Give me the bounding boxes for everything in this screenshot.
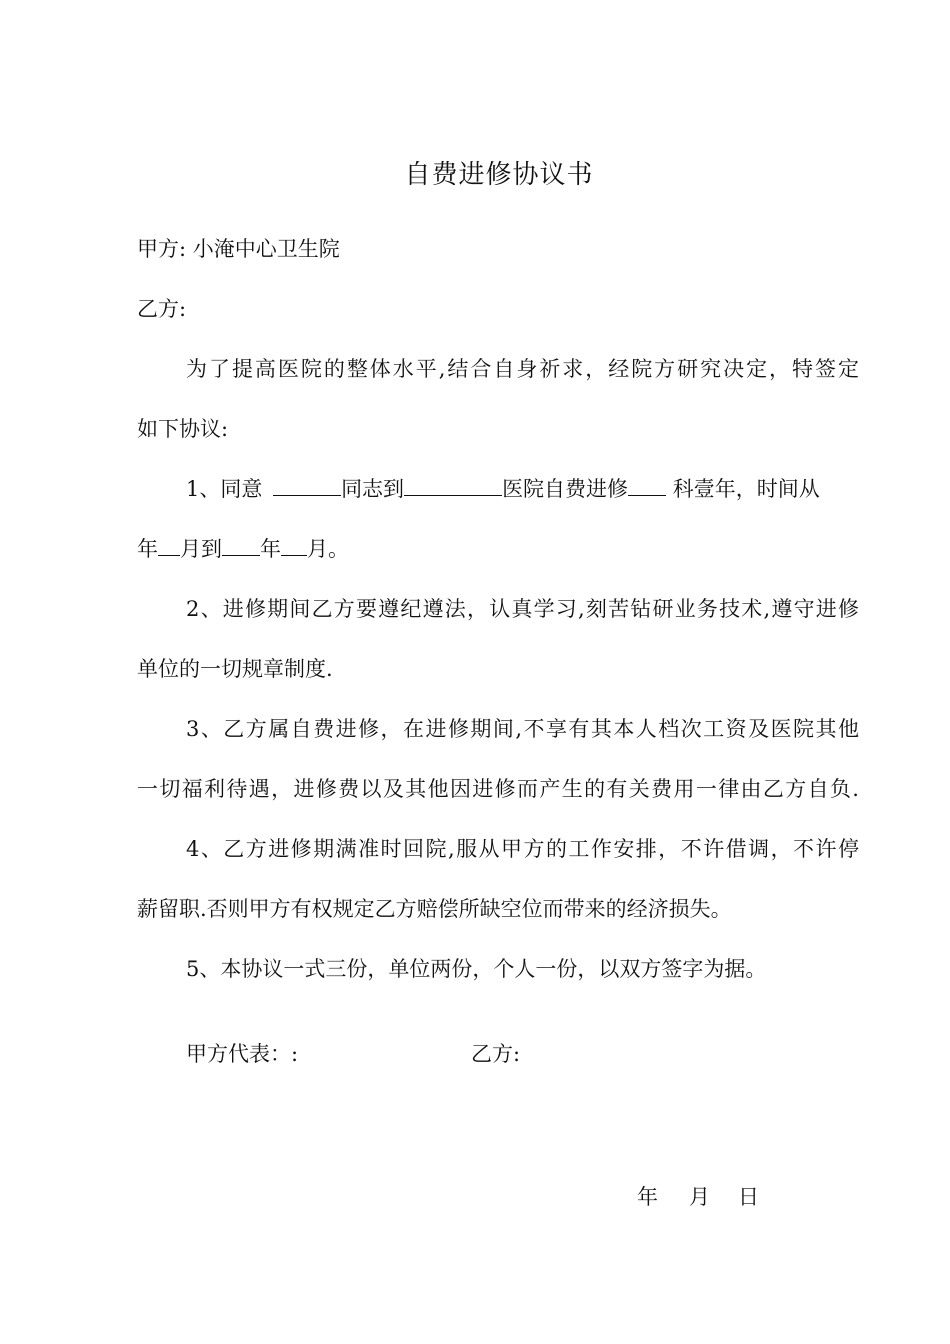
clause-5: 5、本协议一式三份，单位两份，个人一份，以双方签字为据。	[186, 957, 767, 981]
clause-1-text-8: 月。	[307, 537, 349, 561]
party-a-line: 甲方: 小淹中心卫生院	[137, 237, 340, 261]
hospital-blank[interactable]	[404, 475, 502, 496]
department-blank[interactable]	[628, 475, 666, 496]
clause-2-line-1: 2、进修期间乙方要遵纪遵法，认真学习,刻苦钻研业务技术,遵守进修	[186, 597, 859, 621]
clause-1-text-7: 年	[260, 537, 281, 561]
clause-4-line-2: 薪留职.否则甲方有权规定乙方赔偿所缺空位而带来的经济损失。	[137, 897, 732, 921]
date-day-label: 日	[738, 1185, 759, 1209]
start-month-blank[interactable]	[158, 535, 180, 556]
clause-2-line-2: 单位的一切规章制度.	[137, 657, 333, 681]
clause-3-line-1: 3、乙方属自费进修，在进修期间,不享有其本人档次工资及医院其他	[186, 717, 859, 741]
clause-1-text-3: 医院自费进修	[502, 477, 629, 501]
date-year-label: 年	[637, 1185, 658, 1209]
end-year-blank[interactable]	[222, 535, 260, 556]
intro-line-2: 如下协议:	[137, 417, 229, 441]
clause-1-text-5: 年	[137, 537, 158, 561]
date-month-label: 月	[689, 1185, 710, 1209]
intro-line-1: 为了提高医院的整体水平,结合自身祈求，经院方研究决定，特签定	[186, 357, 859, 381]
clause-1-text-1: 1、同意	[186, 477, 263, 501]
clause-1-text-6: 月到	[180, 537, 222, 561]
party-a-representative-label: 甲方代表：:	[186, 1042, 299, 1066]
clause-1-text-4: 科壹年，时间从	[672, 477, 820, 501]
name-blank[interactable]	[273, 475, 341, 496]
party-b-line: 乙方:	[137, 297, 187, 321]
document-title: 自费进修协议书	[404, 160, 594, 190]
clause-4-line-1: 4、乙方进修期满准时回院,服从甲方的工作安排，不许借调，不许停	[186, 837, 859, 861]
clause-1-text-2: 同志到	[341, 477, 405, 501]
clause-3-line-2: 一切福利待遇，进修费以及其他因进修而产生的有关费用一律由乙方自负.	[137, 777, 859, 801]
clause-1-line-2	[137, 534, 349, 564]
clause-1-line-1	[186, 474, 820, 504]
end-month-blank[interactable]	[281, 535, 307, 556]
party-b-signature-label: 乙方:	[471, 1042, 521, 1066]
